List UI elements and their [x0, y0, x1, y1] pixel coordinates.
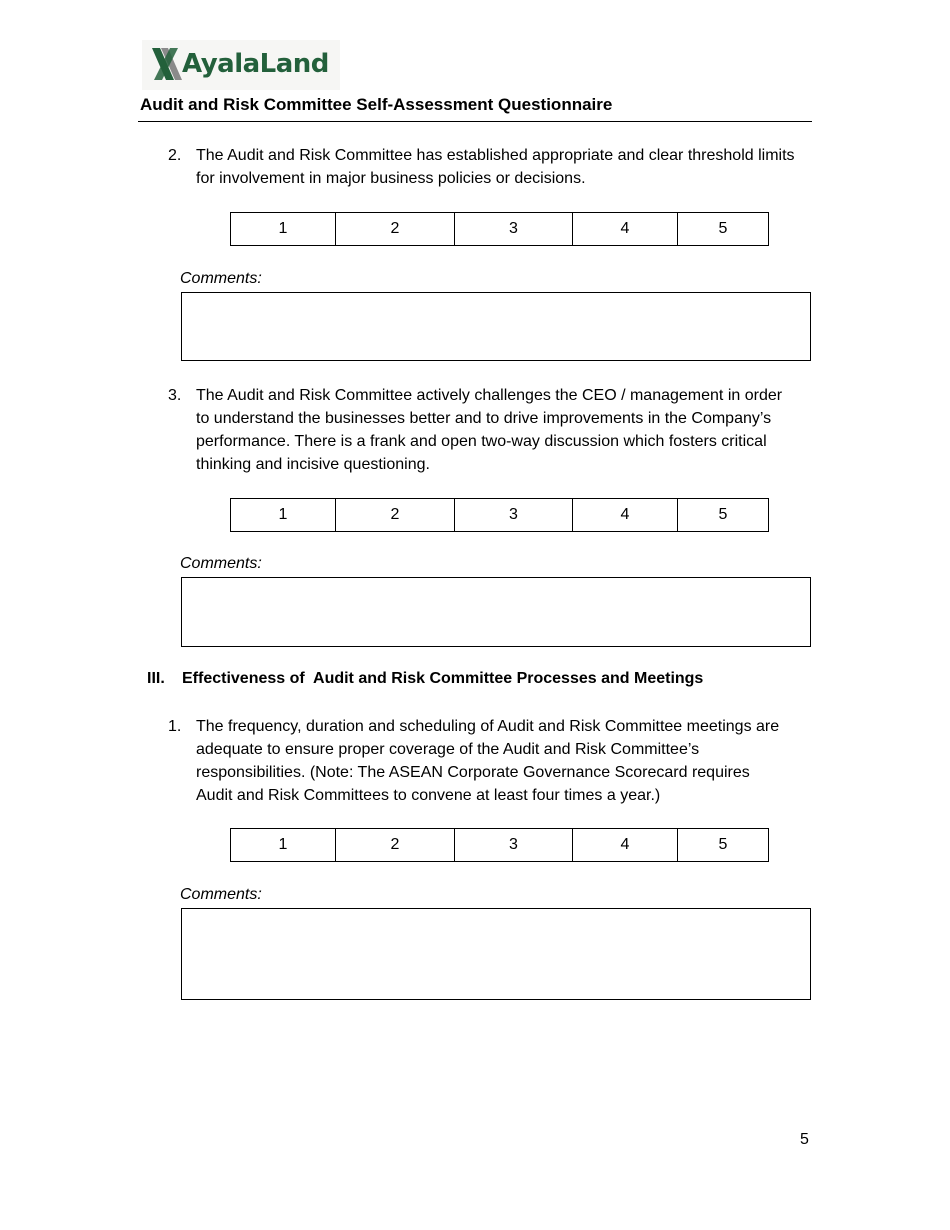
comments-label: Comments: — [180, 555, 262, 572]
rating-scale — [230, 828, 769, 862]
rating-option-3[interactable]: 3 — [455, 499, 573, 532]
rating-option-2[interactable]: 2 — [336, 829, 455, 862]
rating-option-1[interactable]: 1 — [231, 829, 336, 862]
rating-scale — [230, 212, 769, 246]
rating-scale — [230, 498, 769, 532]
question-text: The Audit and Risk Committee actively challenges the CEO / management in order to understand the businesses better and to drive improvements in the Company’s performance. There is a frank and open two-way discussion which fosters critical thinking and incisive questioning. — [196, 387, 783, 473]
rating-option-4[interactable]: 4 — [573, 213, 678, 246]
comments-box[interactable] — [181, 292, 811, 361]
ayala-logo-mark-icon — [152, 46, 182, 82]
comments-label: Comments: — [180, 886, 262, 903]
comments-box[interactable] — [181, 908, 811, 1000]
rating-option-1[interactable]: 1 — [231, 499, 336, 532]
page-number: 5 — [800, 1131, 809, 1148]
comments-label: Comments: — [180, 270, 262, 287]
rating-option-5[interactable]: 5 — [678, 213, 769, 246]
header-divider — [138, 121, 812, 122]
rating-option-5[interactable]: 5 — [678, 829, 769, 862]
rating-option-4[interactable]: 4 — [573, 829, 678, 862]
section-number: III. — [147, 670, 165, 687]
question-text: The Audit and Risk Committee has established appropriate and clear threshold limits for involvement in major business policies or decisions. — [196, 147, 795, 187]
question-number: 3. — [168, 387, 182, 404]
rating-option-2[interactable]: 2 — [336, 499, 455, 532]
logo-wordmark: AyalaLand — [182, 49, 329, 79]
rating-option-3[interactable]: 3 — [455, 829, 573, 862]
rating-option-4[interactable]: 4 — [573, 499, 678, 532]
document-title: Audit and Risk Committee Self-Assessment Questionnaire — [140, 95, 613, 114]
comments-box[interactable] — [181, 577, 811, 647]
rating-option-2[interactable]: 2 — [336, 213, 455, 246]
rating-option-5[interactable]: 5 — [678, 499, 769, 532]
question-number: 1. — [168, 718, 182, 735]
rating-option-1[interactable]: 1 — [231, 213, 336, 246]
question-number: 2. — [168, 147, 182, 164]
question-text: The frequency, duration and scheduling of Audit and Risk Committee meetings are adequate to ensure proper coverage of the Audit and Risk Committee’s responsibilities. (Note: The ASEAN Corporate Governance Scorecard requires Audit and Risk Committees to convene at least four times a year.) — [196, 718, 780, 804]
company-logo — [142, 40, 340, 90]
rating-option-3[interactable]: 3 — [455, 213, 573, 246]
section-title: Effectiveness of Audit and Risk Committee Processes and Meetings — [182, 670, 704, 687]
